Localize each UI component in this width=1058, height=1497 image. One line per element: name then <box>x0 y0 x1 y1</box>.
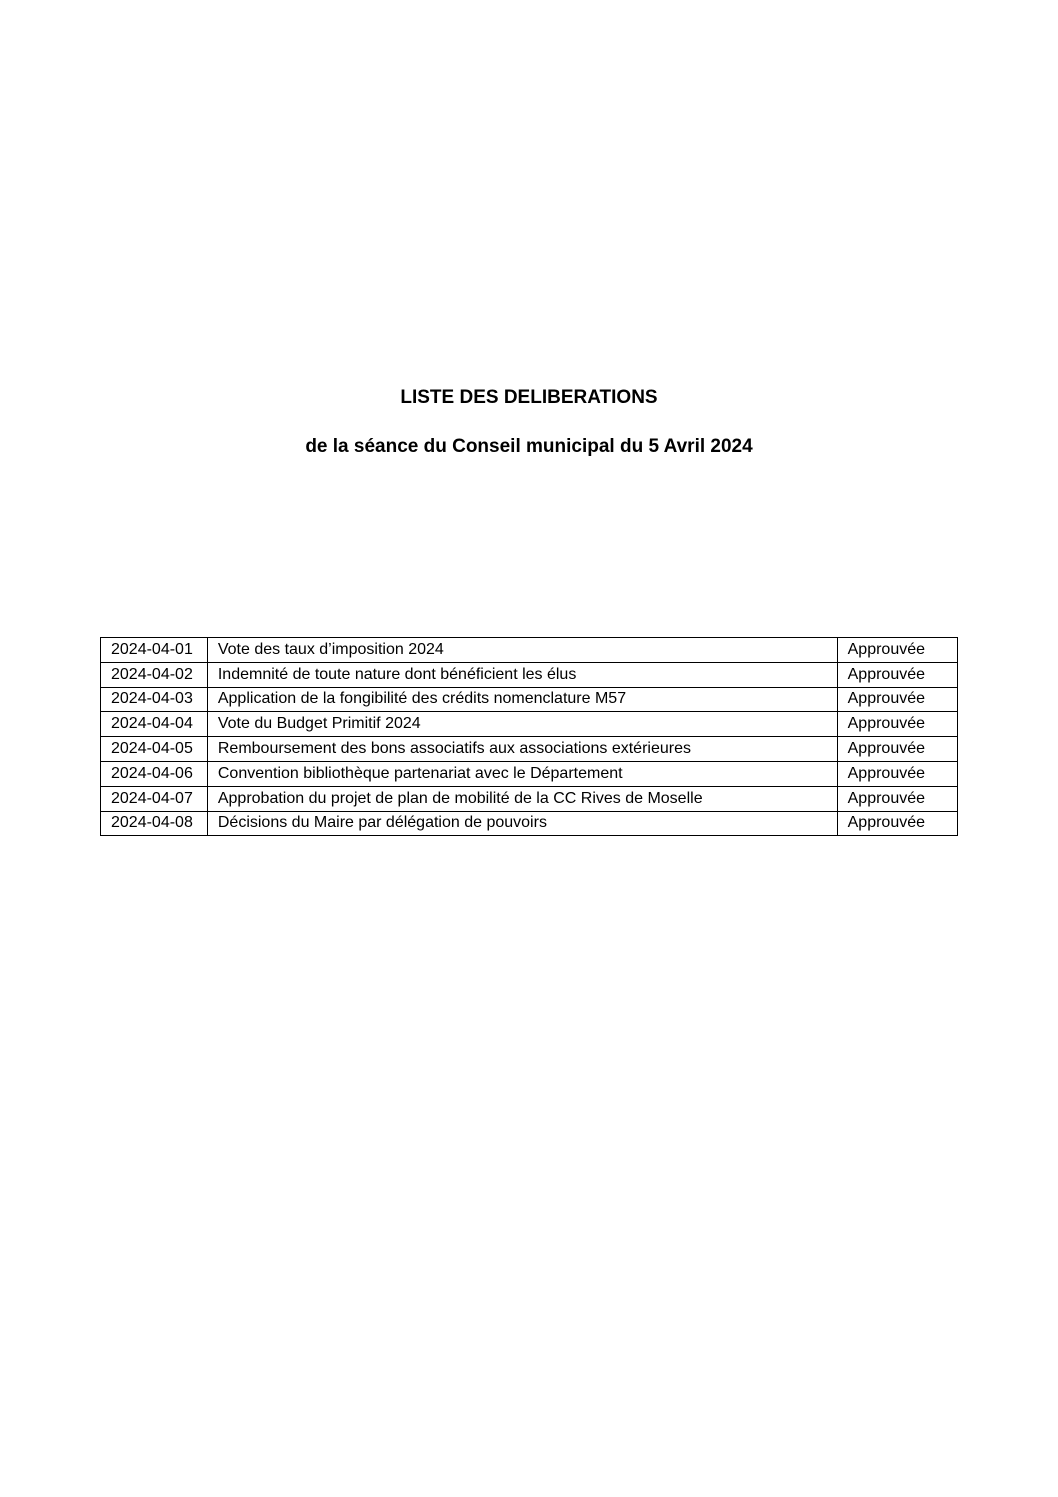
deliberation-number: 2024-04-04 <box>101 712 208 737</box>
deliberation-number: 2024-04-03 <box>101 687 208 712</box>
deliberation-status: Approuvée <box>837 638 957 663</box>
document-subtitle: de la séance du Conseil municipal du 5 Avril 2024 <box>305 436 753 457</box>
deliberation-number: 2024-04-02 <box>101 662 208 687</box>
deliberation-title: Remboursement des bons associatifs aux associations extérieures <box>207 737 837 762</box>
table-row <box>101 638 958 663</box>
deliberation-status: Approuvée <box>837 761 957 786</box>
deliberation-title: Vote du Budget Primitif 2024 <box>207 712 837 737</box>
deliberation-number: 2024-04-01 <box>101 638 208 663</box>
deliberation-title: Approbation du projet de plan de mobilité de la CC Rives de Moselle <box>207 786 837 811</box>
table-row <box>101 687 958 712</box>
deliberation-status: Approuvée <box>837 662 957 687</box>
deliberation-status: Approuvée <box>837 687 957 712</box>
deliberation-number: 2024-04-06 <box>101 761 208 786</box>
deliberation-title: Application de la fongibilité des crédits nomenclature M57 <box>207 687 837 712</box>
table-row <box>101 712 958 737</box>
deliberation-number: 2024-04-05 <box>101 737 208 762</box>
deliberation-title: Décisions du Maire par délégation de pouvoirs <box>207 811 837 836</box>
deliberation-number: 2024-04-07 <box>101 786 208 811</box>
deliberation-title: Indemnité de toute nature dont bénéficient les élus <box>207 662 837 687</box>
deliberation-status: Approuvée <box>837 712 957 737</box>
deliberation-title: Vote des taux d’imposition 2024 <box>207 638 837 663</box>
table-row <box>101 761 958 786</box>
deliberation-status: Approuvée <box>837 786 957 811</box>
deliberation-status: Approuvée <box>837 811 957 836</box>
deliberation-number: 2024-04-08 <box>101 811 208 836</box>
deliberation-status: Approuvée <box>837 737 957 762</box>
table-row <box>101 737 958 762</box>
table-row <box>101 811 958 836</box>
table-row <box>101 662 958 687</box>
deliberations-table <box>100 637 958 836</box>
deliberation-title: Convention bibliothèque partenariat avec le Département <box>207 761 837 786</box>
document-title: LISTE DES DELIBERATIONS <box>400 387 658 408</box>
table-row <box>101 786 958 811</box>
